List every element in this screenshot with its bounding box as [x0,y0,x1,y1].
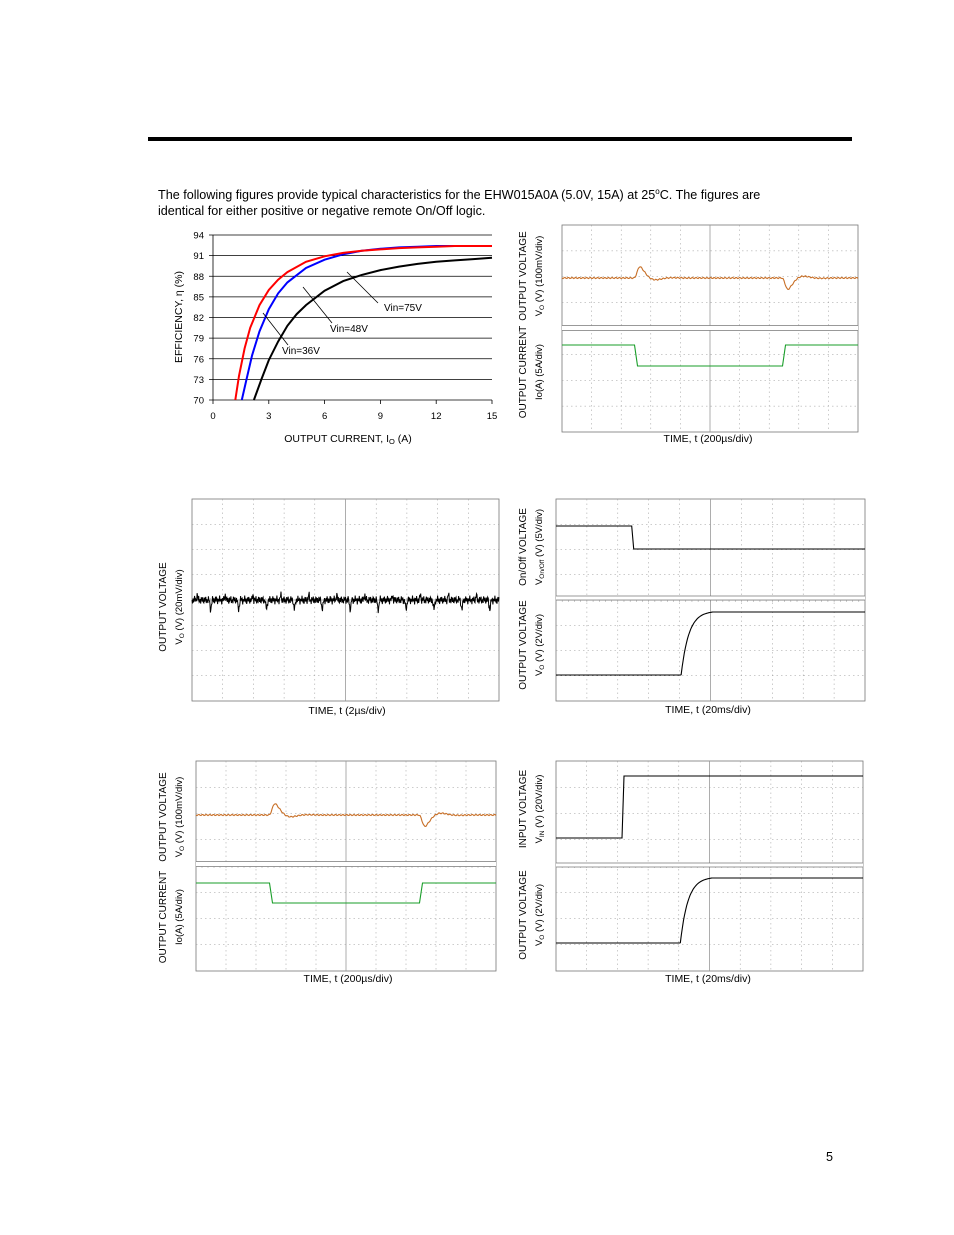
series-vin-48v [242,246,492,400]
header-rule [148,137,852,141]
scope5-ylabel-bottom-1: OUTPUT VOLTAGE [518,870,529,960]
scope-split-gap [196,862,496,867]
annotation-vin75: Vin=75V [384,303,422,314]
scope4-ylabel-bottom-2: Io(A) (5A/div) [174,889,185,945]
degree-sup: o [655,187,660,196]
y-tick-label: 73 [193,374,204,386]
scope4-ylabel-top-1: OUTPUT VOLTAGE [158,772,169,862]
y-tick-label: 70 [193,395,204,407]
scope3-xlabel: TIME, t (20ms/div) [665,704,751,716]
y-tick-label: 76 [193,354,204,366]
series-vin-36v [254,258,492,400]
scope5-ylabel-top-1: INPUT VOLTAGE [518,769,529,849]
intro-line1-b: C. The figures are [659,188,761,202]
scope4-graticule [196,761,496,971]
intro-paragraph [158,187,858,219]
input-startup-scope [510,757,870,989]
scope1-ylabel-bottom-1: OUTPUT CURRENT [518,325,529,419]
annotation-vin48: Vin=48V [330,324,368,335]
y-tick-label: 88 [193,271,204,283]
y-tick-label: 82 [193,313,204,324]
scope3-ylabel-bottom-1: OUTPUT VOLTAGE [518,600,529,690]
y-tick-label: 85 [193,292,204,304]
scope-split-gap [556,863,863,867]
efficiency-x-ticks [210,411,497,422]
scope3-graticule [556,499,865,701]
efficiency-chart [160,225,505,450]
intro-line1-a: The following figures provide typical characteristics for the EHW015A0A (5.0V, 15A) at 25 [158,188,656,202]
y-tick-label: 79 [193,333,204,345]
scope2-ylabel-2: $V_O$ (V) (20mV/div) [174,569,186,645]
efficiency-series [235,246,492,400]
scope4-ylabel-bottom-1: OUTPUT CURRENT [158,870,169,964]
scope1-graticule [562,225,858,432]
scope3-ylabel-top-2: $V_{On/Off}$ (V) (5V/div) [534,508,546,586]
scope5-xlabel: TIME, t (20ms/div) [665,973,751,985]
transient-response-scope-2 [150,757,505,989]
annotation-vin36: Vin=36V [282,346,320,357]
intro-line2: identical for either positive or negative remote On/Off logic. [158,204,486,218]
scope3-ylabel-bottom-2: $V_O$ (V) (2V/div) [534,613,546,677]
efficiency-y-label: EFFICIENCY, η (%) [173,271,185,363]
page-number: 5 [826,1150,834,1164]
ripple-scope [150,495,505,720]
scope5-graticule [556,761,863,971]
y-tick-label: 91 [193,251,204,263]
scope-split-gap [556,596,865,600]
scope2-ylabel-1: OUTPUT VOLTAGE [158,562,169,652]
scope1-ylabel-top-2: $V_O$ (V) (100mV/div) [534,235,546,317]
scope5-ylabel-bottom-2: $V_O$ (V) (2V/div) [534,883,546,947]
scope4-ylabel-top-2: $V_O$ (V) (100mV/div) [174,776,186,858]
x-tick-label: 15 [486,411,498,422]
scope2-xlabel: TIME, t (2µs/div) [308,705,386,717]
scope3-ylabel-top-1: On/Off VOLTAGE [518,508,529,586]
x-tick-label: 9 [377,411,384,422]
series-vin-75v [235,246,492,400]
efficiency-y-ticks [193,231,204,407]
efficiency-x-label: OUTPUT CURRENT, IO (A) [284,433,412,446]
scope1-ylabel-bottom-2: Io(A) (5A/div) [534,344,545,400]
scope1-xlabel: TIME, t (200µs/div) [663,433,753,445]
y-tick-label: 94 [193,230,204,242]
x-tick-label: 3 [266,411,272,422]
transient-response-scope-1 [510,220,865,450]
x-tick-label: 6 [321,411,328,422]
x-tick-label: 0 [210,411,216,422]
x-tick-label: 12 [430,411,442,422]
scope1-ylabel-top-1: OUTPUT VOLTAGE [518,231,529,321]
onoff-startup-scope [510,495,870,720]
scope4-xlabel: TIME, t (200µs/div) [303,973,393,985]
scope-split-gap [562,326,858,331]
scope5-ylabel-top-2: $V_{IN}$ (V) (20V/div) [534,774,546,844]
